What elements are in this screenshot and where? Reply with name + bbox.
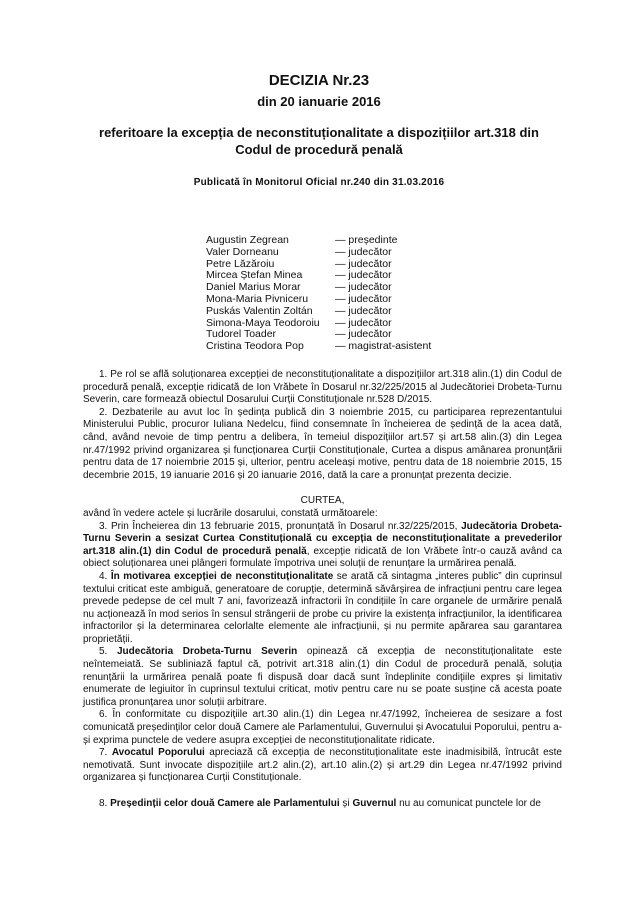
p7-bold: Avocatul Poporului [111,747,205,759]
paragraph-4 [83,571,562,647]
panel-name: Tudorel Toader [206,328,277,341]
court-heading: CURTEA, [300,495,345,507]
p3-text-end: , excepție ridicată de Ion Vrăbete într-o cauză având ca obiect soluționarea unei plângeri formulate împotriva unei soluții de renunțare la urmărirea penală. [83,545,562,570]
decision-title: DECIZIA Nr.23 [268,72,370,89]
publication-note: Publicată în Monitorul Oficial nr.240 din 31.03.2016 [193,177,445,188]
p7-text: apreciază că excepția de neconstituționalitate este inadmisibilă, întrucât este nemotivată. Sunt invocate dispozițiile art.2 alin.(2), art.10 alin.(2) și art.29 din Legea nr.47/1992 privind organizarea și funcționarea Curții Constituționale. [83,747,562,784]
p4-bold: În motivarea excepției de neconstituționalitate [110,570,334,582]
decision-date: din 20 ianuarie 2016 [257,94,381,109]
panel-role: — judecător [335,328,392,341]
panel-role: — judecător [335,281,392,294]
panel-row [206,294,431,306]
panel-name: Cristina Teodora Pop [206,340,304,353]
panel-role: — magistrat-asistent [335,340,432,353]
panel-name: Petre Lăzăroiu [206,257,275,270]
p8-text-1: și [339,798,353,809]
panel-name: Mona-Maria Pivniceru [206,292,309,305]
panel-role: — președinte [335,234,398,246]
panel-row [206,247,431,259]
p8-num: 8. [99,798,111,809]
p8-bold-2: Guvernul [352,798,397,809]
paragraph-7 [83,747,562,785]
p5-num: 5. [99,646,117,658]
paragraph-8 [83,798,562,811]
panel-role: — judecător [335,292,392,305]
p5-bold: Judecătoria Drobeta-Turnu Severin [117,646,298,658]
panel-name: Augustin Zegrean [206,234,289,246]
panel-role: — judecător [335,257,392,270]
judges-panel [206,235,431,353]
p3-bold: Judecătoria Drobeta-Turnu Severin a sesizat Curtea Constituțională cu excepția de neconstituționalitate a prevederilor art.318 alin.(1) din Codul de procedură penală [83,520,562,557]
panel-role: — judecător [335,304,392,317]
paragraph-3 [83,521,562,571]
decision-subject: referitoare la excepția de neconstituționalitate a dispozițiilor art.318 din Codul de procedură penală [99,125,539,157]
p8-bold-1: Președinții celor două Camere ale Parlamentului [110,798,340,809]
decision-body [83,369,562,811]
p8-text-2: nu au comunicat punctele lor de [396,798,541,809]
p3-text: 3. Prin Încheierea din 13 februarie 2015, pronunțată în Dosarul nr.32/225/2015, [99,520,462,532]
p4-text: se arată că sintagma „interes public” din cuprinsul textului criticat este ambiguă, generatoare de corupție, determină săvârșirea de infracțiuni pentru care legea prevede pedepse de cel mult 7 ani, favorizează infractorii în condițiile în care organele de urmărire penală nu acționează în mod serios în sensul strângerii de probe cu privire la existența infracțiunilor, la identificarea infractorilor și la determinarea celorlalte elemente ale infracțiunii, și nu permite apărarea sau garantarea proprietății. [83,570,562,645]
panel-role: — judecător [335,245,392,258]
panel-name: Mircea Ștefan Minea [206,269,303,282]
paragraph-5 [83,646,562,709]
p5-text: opinează că excepția de neconstituționalitate este neîntemeiată. Se subliniază faptul că, potrivit art.318 alin.(1) din Codul de procedură penală, soluția renunțării la urmărirea penală poate fi dispusă doar dacă sunt îndeplinite condițiile expres și limitativ enumerate de legiuitor în cuprinsul textului criticat, motiv pentru care nu se poate susține că acesta poate justifica pronunțarea unor soluții arbitrare. [83,646,562,708]
p4-num: 4. [99,570,111,582]
panel-name: Puskás Valentin Zoltán [206,304,313,317]
panel-row [206,306,431,318]
paragraph-6: 6. În conformitate cu dispozițiile art.30 alin.(1) din Legea nr.47/1992, încheierea de sesizare a fost comunicată președinților celor două Camere ale Parlamentului, Guvernului și Avocatului Poporului, pentru a-și exprima punctele de vedere asupra excepției de neconstituționalitate ridicate. [83,709,562,746]
panel-role: — judecător [335,316,392,329]
court-intro: având în vedere actele și lucrările dosarului, constată următoarele: [83,507,378,519]
paragraph-1: 1. Pe rol se află soluționarea excepției de neconstituționalitate a dispozițiilor art.318 alin.(1) din Codul de procedură penală, excepție ridicată de Ion Vrăbete în Dosarul nr.32/225/2015 al Judecătoriei Drobeta-Turnu Severin, care formează obiectul Dosarului Curții Constituționale nr.528 D/2015. [83,369,562,406]
p7-num: 7. [99,747,112,759]
panel-name: Daniel Marius Morar [206,281,301,294]
panel-name: Valer Dorneanu [206,245,279,258]
panel-row [206,341,431,353]
paragraph-2: 2. Dezbaterile au avut loc în ședința publică din 3 noiembrie 2015, cu participarea reprezentantului Ministerului Public, procuror Iuliana Nedelcu, fiind consemnate în încheierea de ședință de la acea dată, când, având nevoie de timp pentru a delibera, în temeiul dispozițiilor art.57 și art.58 alin.(3) din Legea nr.47/1992 privind organizarea și funcționarea Curții Constituționale, Curtea a dispus amânarea pronunțării pentru data de 17 noiembrie 2015 și, ulterior, pentru aceleași motive, pentru data de 18 noiembrie 2015, 15 decembrie 2015, 19 ianuarie 2016 și 20 ianuarie 2016, dată la care a pronunțat prezenta decizie. [83,406,562,481]
panel-name: Simona-Maya Teodoroiu [206,316,320,329]
panel-role: — judecător [335,269,392,282]
